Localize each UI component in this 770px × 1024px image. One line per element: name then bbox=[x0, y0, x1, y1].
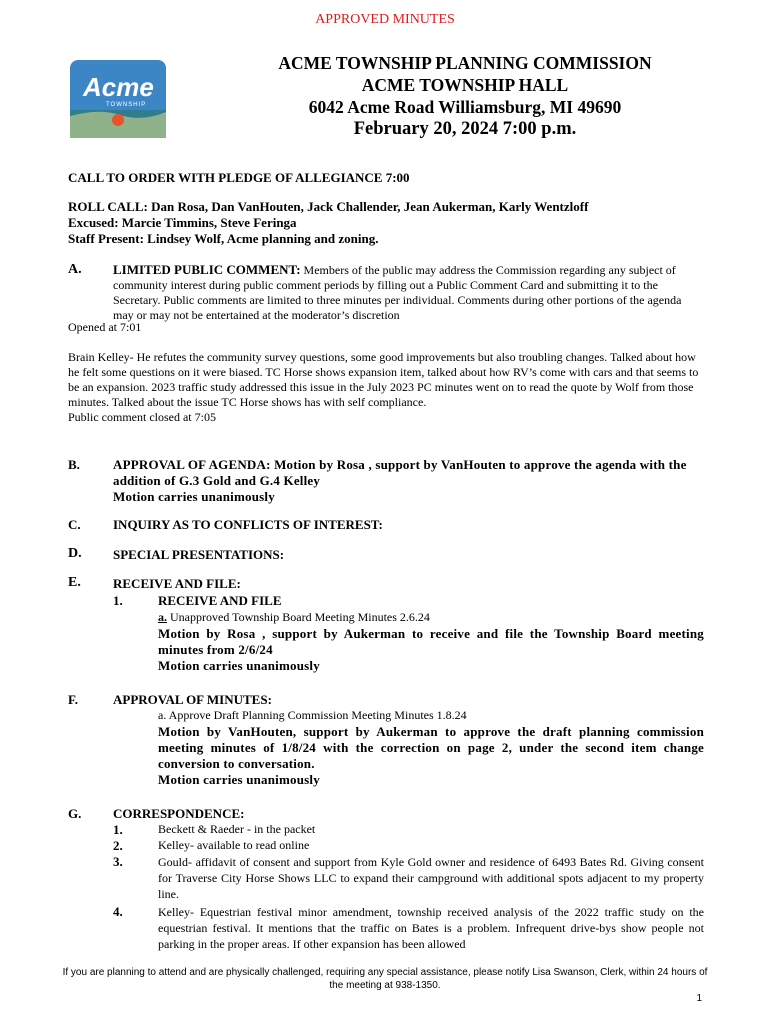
section-b-body bbox=[113, 457, 705, 505]
roll-call: ROLL CALL: Dan Rosa, Dan VanHouten, Jack Challender, Jean Aukerman, Karly Wentzloff bbox=[68, 199, 589, 214]
section-f-motion: Motion by VanHouten, support by Aukerman to approve the draft planning commission meeting minutes of 1/8/24 with the correction on page 2, under the second item change conversion to conversation. bbox=[158, 724, 704, 771]
section-e-subitem bbox=[158, 610, 704, 625]
approved-banner: APPROVED MINUTES bbox=[315, 12, 455, 27]
svg-text:Acme: Acme bbox=[83, 72, 154, 102]
page-number: 1 bbox=[696, 993, 702, 1004]
call-to-order: CALL TO ORDER WITH PLEDGE OF ALLEGIANCE 7:00 bbox=[68, 170, 410, 185]
section-a-text: Members of the public may address the Commission regarding any subject of community interest during public comment periods by filling out a Public Comment Card and submitting it to the Secretary. Public comments are limited to three minutes per individual. Comments during other portions of the agenda may or may not be entertained at the moderator’s discretion bbox=[113, 263, 682, 322]
section-f-subitem: a. Approve Draft Planning Commission Meeting Minutes 1.8.24 bbox=[158, 708, 467, 722]
section-b-motion: APPROVAL OF AGENDA: Motion by Rosa , support by VanHouten to approve the agenda with the addition of G.3 Gold and G.4 Kelley bbox=[113, 457, 687, 488]
corr-2-text: Kelley- available to read online bbox=[158, 838, 310, 852]
corr-3-num: 3. bbox=[113, 854, 123, 869]
corr-4-text: Kelley- Equestrian festival minor amendment, township received analysis of the 2022 traffic study on the equestrian festival. It mentions that the traffic on Bates is a problem. Infrequent drive-bys show people not parking in the proper areas. If other expansion has been allowed bbox=[158, 905, 704, 951]
section-a-title: LIMITED PUBLIC COMMENT: bbox=[113, 262, 301, 277]
section-b-letter: B. bbox=[68, 457, 80, 472]
section-a-body bbox=[113, 262, 703, 323]
section-f-title: APPROVAL OF MINUTES: bbox=[113, 692, 272, 707]
corr-3-text: Gould- affidavit of consent and support from Kyle Gold owner and residence of 6493 Bates Rd. Giving consent for Traverse City Horse Shows LLC to expand their campground with additional spots adjacent to my property line. bbox=[158, 855, 704, 901]
section-e-item-num: 1. bbox=[113, 593, 123, 608]
section-f-result: Motion carries unanimously bbox=[158, 772, 320, 787]
section-e-title: RECEIVE AND FILE: bbox=[113, 576, 241, 591]
corr-1-text: Beckett & Raeder - in the packet bbox=[158, 822, 316, 836]
section-g-title: CORRESPONDENCE: bbox=[113, 806, 245, 821]
header-date: February 20, 2024 7:00 p.m. bbox=[353, 119, 577, 139]
comment-closed-time: Public comment closed at 7:05 bbox=[68, 410, 216, 424]
header-commission: ACME TOWNSHIP PLANNING COMMISSION bbox=[278, 53, 652, 73]
section-f-letter: F. bbox=[68, 692, 78, 707]
attendance bbox=[68, 199, 588, 247]
public-comment-kelley: Brain Kelley- He refutes the community survey questions, some good improvements but also troubling changes. Talked about how he felt some questions on it were biased. TC Horse shows expansion item, talked about how RV’s come with cars and that seems to be an expansion. 2023 traffic study addressed this issue in the July 2023 PC minutes went on to read the quote by Wolf from those minutes. Talked about the issue TC Horse shows has with self compliance. bbox=[68, 350, 699, 409]
staff-present: Staff Present: Lindsey Wolf, Acme planning and zoning. bbox=[68, 231, 379, 246]
acme-township-logo bbox=[70, 60, 166, 138]
excused: Excused: Marcie Timmins, Steve Feringa bbox=[68, 215, 297, 230]
corr-1-num: 1. bbox=[113, 822, 123, 837]
section-e-sub-text: Unapproved Township Board Meeting Minutes 2.6.24 bbox=[167, 610, 430, 624]
corr-2-num: 2. bbox=[113, 838, 123, 853]
meeting-header bbox=[180, 52, 750, 140]
section-e-sub-label: a. bbox=[158, 610, 167, 624]
opened-time: Opened at 7:01 bbox=[68, 320, 142, 334]
section-d-letter: D. bbox=[68, 546, 82, 561]
section-d-title: SPECIAL PRESENTATIONS: bbox=[113, 547, 285, 562]
section-a-letter: A. bbox=[68, 262, 82, 277]
svg-text:TOWNSHIP: TOWNSHIP bbox=[106, 102, 147, 108]
section-e-result: Motion carries unanimously bbox=[158, 658, 320, 673]
section-c-title: INQUIRY AS TO CONFLICTS OF INTEREST: bbox=[113, 517, 383, 532]
section-f-motion-block bbox=[158, 724, 704, 788]
accessibility-footer: If you are planning to attend and are physically challenged, requiring any special assistance, please notify Lisa Swanson, Clerk, within 24 hours of the meeting at 938-1350. bbox=[62, 967, 708, 991]
section-c-letter: C. bbox=[68, 517, 81, 532]
section-e-item-title: RECEIVE AND FILE bbox=[158, 593, 282, 608]
section-b-result: Motion carries unanimously bbox=[113, 489, 275, 504]
section-e-motion: Motion by Rosa , support by Aukerman to receive and file the Township Board meeting minutes from 2/6/24 bbox=[158, 626, 704, 657]
header-hall: ACME TOWNSHIP HALL bbox=[361, 75, 569, 95]
corr-4-num: 4. bbox=[113, 904, 123, 919]
header-address: 6042 Acme Road Williamsburg, MI 49690 bbox=[308, 97, 622, 117]
section-e-letter: E. bbox=[68, 575, 81, 590]
section-g-letter: G. bbox=[68, 806, 82, 821]
section-e-motion-block bbox=[158, 626, 704, 674]
